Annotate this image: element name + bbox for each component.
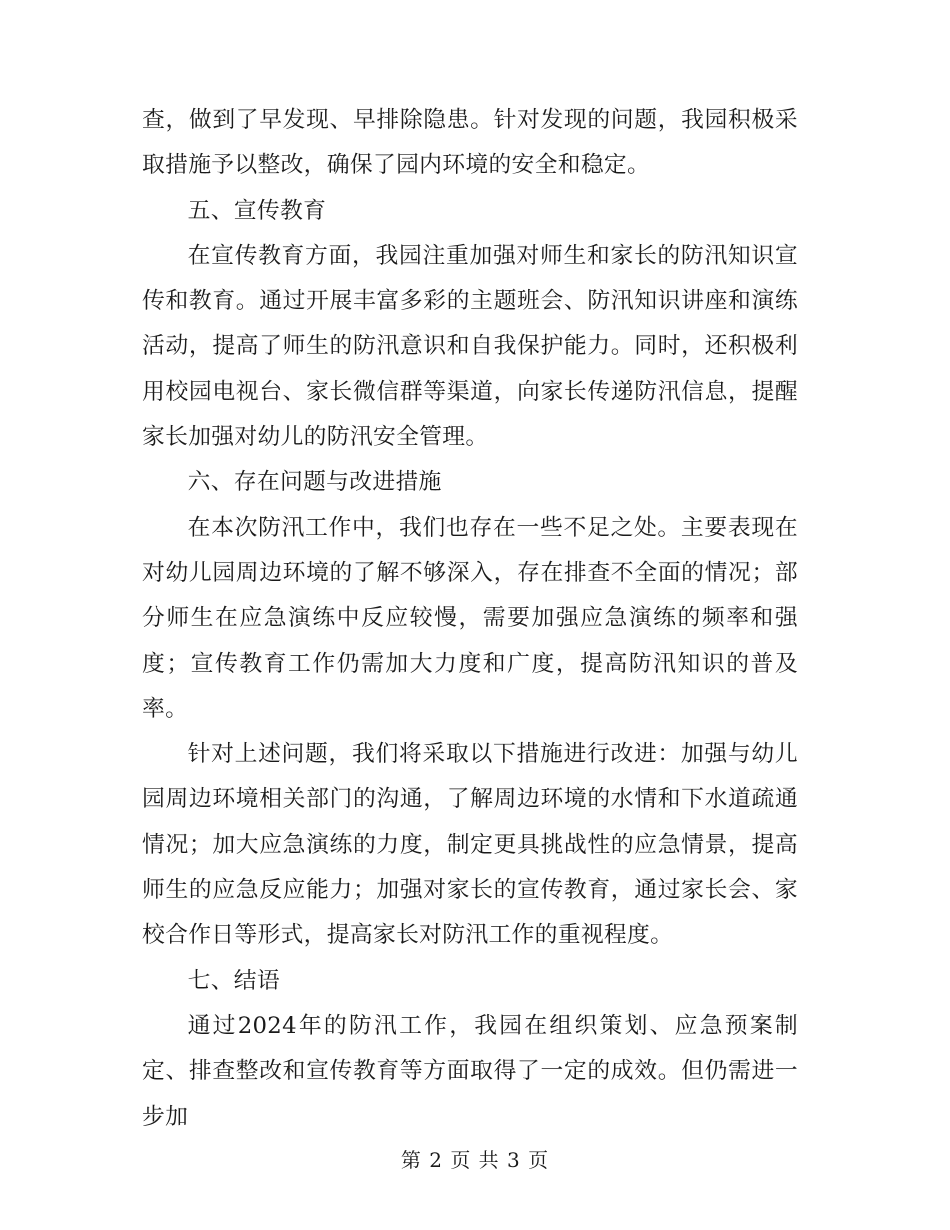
page-number-footer: 第 2 页 共 3 页 xyxy=(400,1148,550,1172)
section-heading-publicity: 五、宣传教育 xyxy=(187,197,327,224)
paragraph-continuation: 查，做到了早发现、早排除隐患。针对发现的问题，我园积极采取措施予以整改，确保了园内环境的安全和稳定。 xyxy=(142,107,798,179)
paragraph-improvements: 针对上述问题，我们将采取以下措施进行改进：加强与幼儿园周边环境相关部门的沟通，了解周边环境的水情和下水道疏通情况；加大应急演练的力度，制定更具挑战性的应急情景，提高师生的应急反应能力；加强对家长的宣传教育，通过家长会、家校合作日等形式，提高家长对防汛工作的重视程度。 xyxy=(142,741,798,949)
section-heading-problems: 六、存在问题与改进措施 xyxy=(187,469,442,496)
paragraph-problems: 在本次防汛工作中，我们也存在一些不足之处。主要表现在对幼儿园周边环境的了解不够深入，存在排查不全面的情况；部分师生在应急演练中反应较慢，需要加强应急演练的频率和强度；宣传教育工作仍需加大力度和广度，提高防汛知识的普及率。 xyxy=(142,514,798,722)
document-body xyxy=(142,98,798,1140)
paragraph-publicity: 在宣传教育方面，我园注重加强对师生和家长的防汛知识宣传和教育。通过开展丰富多彩的主题班会、防汛知识讲座和演练活动，提高了师生的防汛意识和自我保护能力。同时，还积极利用校园电视台、家长微信群等渠道，向家长传递防汛信息，提醒家长加强对幼儿的防汛安全管理。 xyxy=(142,242,798,451)
section-heading-conclusion: 七、结语 xyxy=(187,967,280,994)
paragraph-conclusion: 通过2024年的防汛工作，我园在组织策划、应急预案制定、排查整改和宣传教育等方面取得了一定的成效。但仍需进一步加 xyxy=(142,1012,798,1130)
